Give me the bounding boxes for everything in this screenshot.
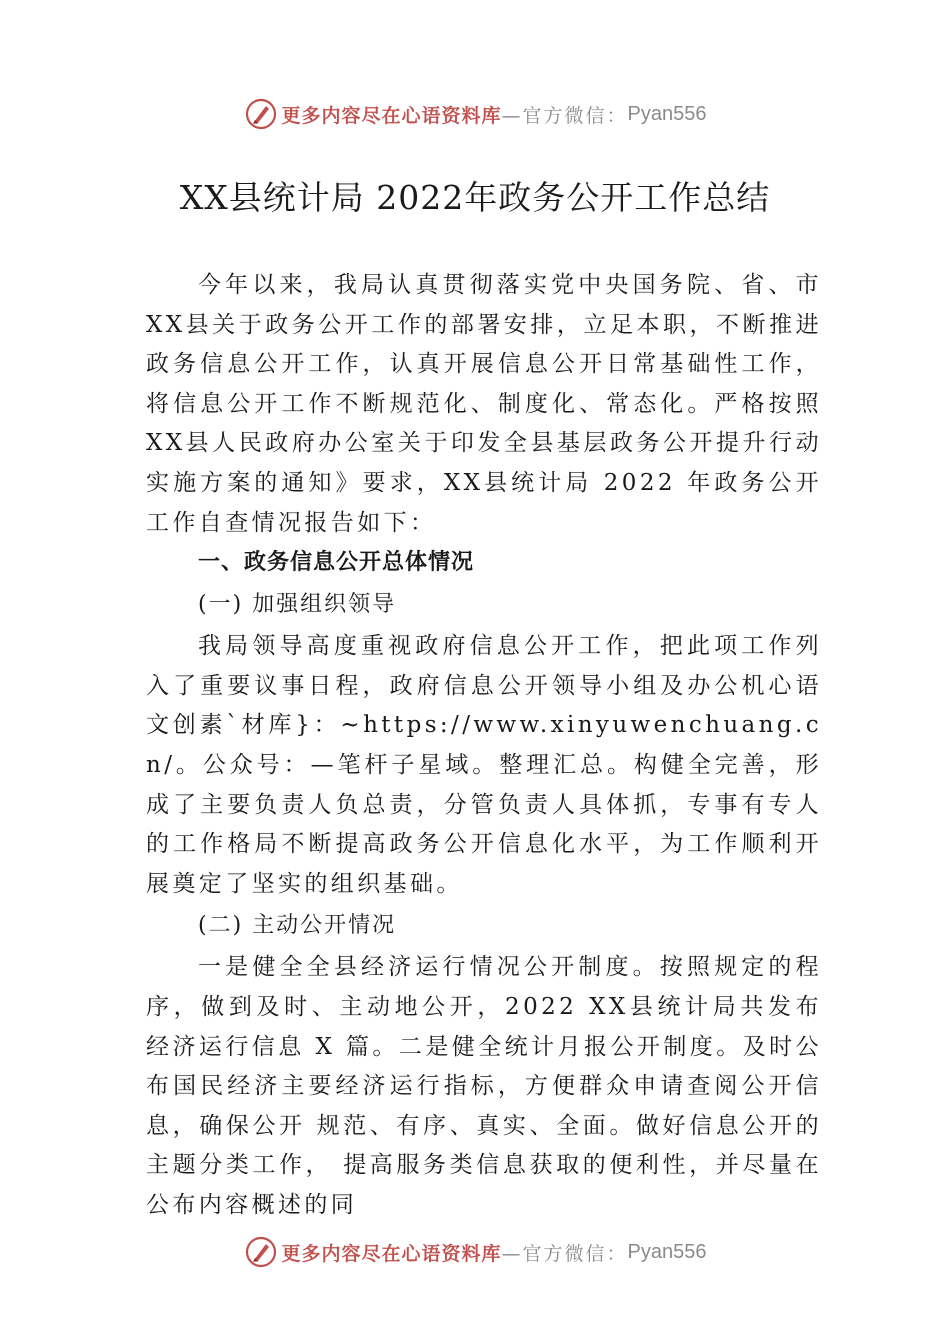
pen-nib-logo-icon xyxy=(244,1235,278,1269)
watermark-middle: —官方微信： xyxy=(501,104,628,127)
watermark-wechat-id: Pyan556 xyxy=(627,102,707,125)
subsection-2-paragraph: 一是健全全县经济运行情况公开制度。按照规定的程序，做到及时、主动地公开，2022 XX县统计局共发布经济运行信息 X 篇。二是健全统计月报公开制度。及时公布国民经济主要经济运行指标，方便群众申请查阅公开信息，确保公开 规范、有序、真实、全面。做好信息公开的主题分类工作， 提高服务类信息获取的便利性，并尽量在公布内容概述的同 xyxy=(146,954,822,1218)
document-body xyxy=(146,266,822,1225)
document-title: XX县统计局 2022年政务公开工作总结 xyxy=(179,178,771,217)
section-heading-1: 一、政务信息公开总体情况 xyxy=(198,550,475,576)
subsection-heading-2: (二) 主动公开情况 xyxy=(198,913,397,939)
watermark-brand: 更多内容尽在心语资料库 xyxy=(281,104,502,127)
header-watermark xyxy=(0,94,950,134)
watermark-brand: 更多内容尽在心语资料库 xyxy=(281,1242,502,1265)
subsection-heading-1: (一) 加强组织领导 xyxy=(198,592,397,618)
footer-watermark xyxy=(0,1232,950,1272)
intro-paragraph: 今年以来，我局认真贯彻落实党中央国务院、省、市XX县关于政务公开工作的部署安排，立足本职，不断推进政务信息公开工作，认真开展信息公开日常基础性工作，将信息公开工作不断规范化、制度化、常态化。严格按照XX县人民政府办公室关于印发全县基层政务公开提升行动实施方案的通知》要求，XX县统计局 2022 年政务公开工作自查情况报告如下： xyxy=(146,272,822,536)
watermark-wechat-id: Pyan556 xyxy=(627,1240,707,1263)
pen-nib-logo-icon xyxy=(244,97,278,131)
watermark-middle: —官方微信： xyxy=(501,1242,628,1265)
subsection-1-paragraph: 我局领导高度重视政府信息公开工作，把此项工作列入了重要议事日程，政府信息公开领导小组及办公机心语文创素`材库}：~https://www.xinyuwenchuang.cn/。公众号：—笔杆子星域。整理汇总。构健全完善，形成了主要负责人负总责，分管负责人具体抓，专事有专人的工作格局不断提高政务公开信息化水平，为工作顺利开展奠定了坚实的组织基础。 xyxy=(146,633,822,897)
